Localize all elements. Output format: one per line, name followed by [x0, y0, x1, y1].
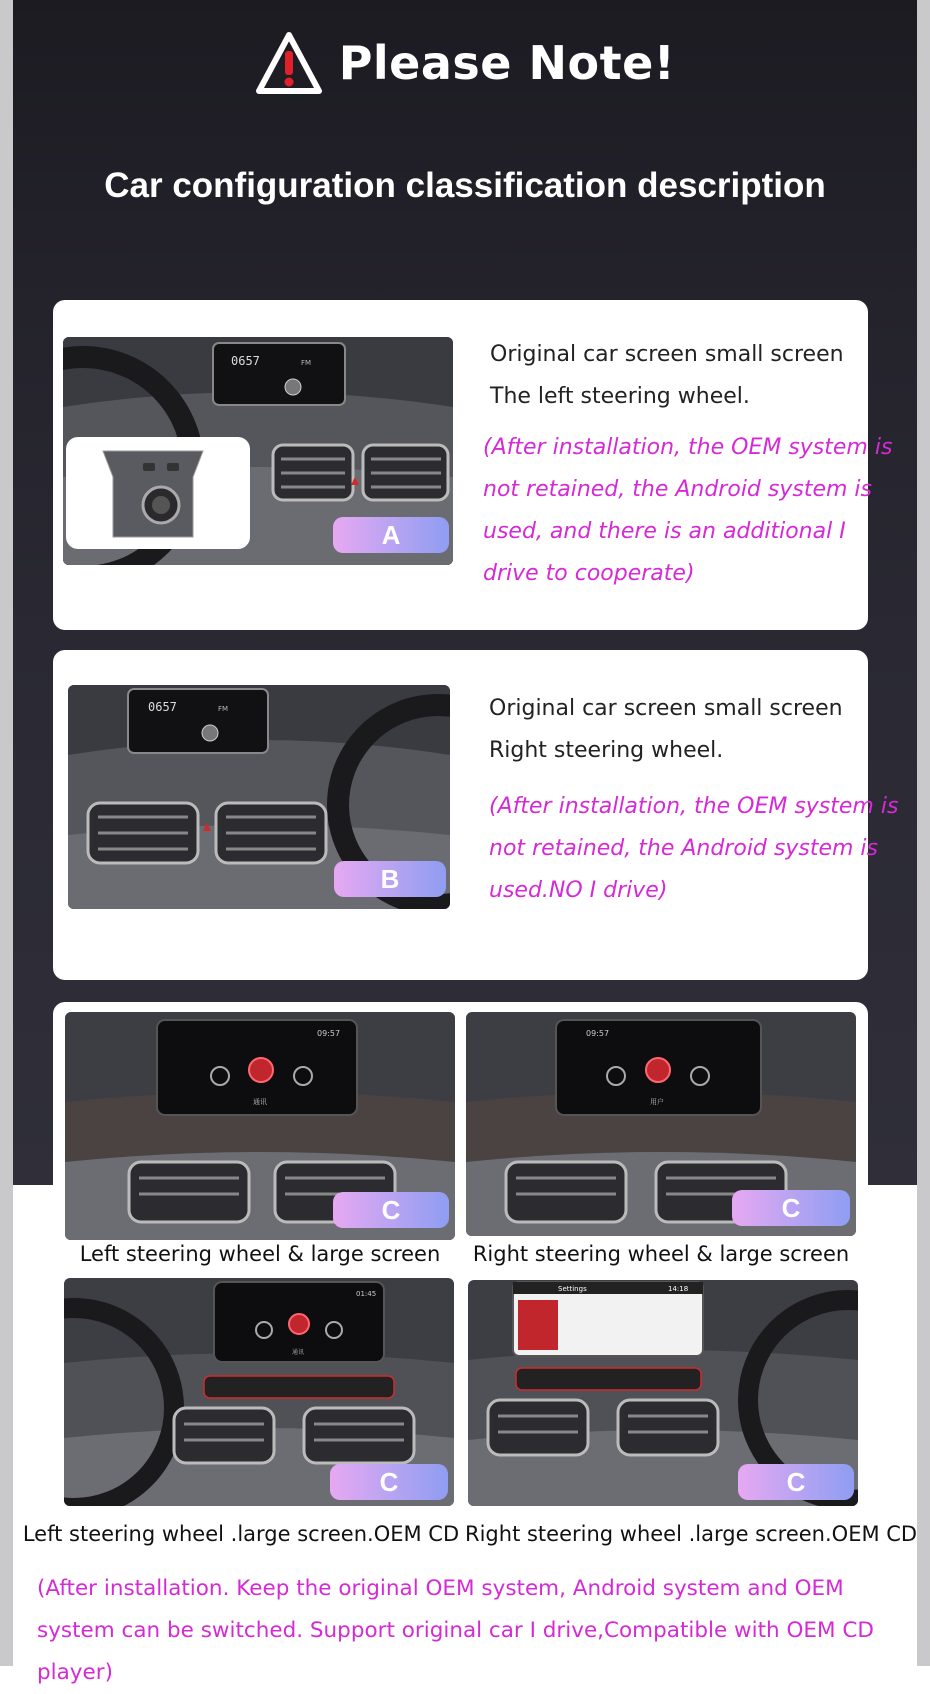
variant-c-photo-3 — [64, 1278, 454, 1506]
option-b-note-3: used.NO I drive) — [489, 878, 668, 903]
notice-title: Please Note! — [338, 36, 676, 90]
variant-c-photo-1 — [65, 1012, 455, 1240]
right-margin — [917, 0, 930, 1666]
variant-c-photo-4 — [468, 1280, 858, 1506]
option-badge-a: A — [333, 517, 449, 553]
option-card-a — [53, 300, 893, 630]
variant-c-badge-1: C — [333, 1192, 449, 1228]
screen-label: 通讯 — [292, 1349, 305, 1356]
screen-label: 通讯 — [253, 1098, 267, 1106]
screen-label: Settings — [558, 1285, 587, 1293]
screen-clock: 14:18 — [668, 1285, 689, 1293]
screen-clock: 0657 — [148, 700, 177, 714]
option-b-note-2: not retained, the Android system is — [489, 836, 878, 861]
option-b-line2: Right steering wheel. — [489, 738, 724, 763]
option-a-note-1: (After installation, the OEM system is — [483, 435, 893, 460]
screen-station: FM — [218, 705, 229, 713]
screen-station: FM — [301, 359, 312, 367]
notice-heading — [13, 28, 917, 98]
product-poster — [13, 0, 918, 1685]
option-card-b — [53, 650, 899, 980]
option-a-note-3: used, and there is an additional I — [483, 519, 846, 544]
variant-c-badge-4: C — [738, 1464, 854, 1500]
screen-clock: 0657 — [231, 354, 260, 368]
variant-c-badge-3: C — [330, 1464, 448, 1500]
screen-clock: 09:57 — [317, 1029, 341, 1038]
footer-note: (After installation. Keep the original OEM system, Android system and OEM system can be switched. Support original car I drive,Compatible with OEM CD player) — [37, 1576, 874, 1685]
option-a-note-2: not retained, the Android system is — [483, 477, 872, 502]
variant-c-caption-2: Right steering wheel & large screen — [472, 1242, 850, 1266]
variant-c-caption-4: Right steering wheel .large screen.OEM CD — [465, 1522, 918, 1546]
screen-label: 用户 — [650, 1098, 664, 1106]
warning-icon — [255, 31, 323, 95]
option-b-note-1: (After installation, the OEM system is — [489, 794, 899, 819]
variant-c-caption-3: Left steering wheel .large screen.OEM CD — [22, 1522, 460, 1546]
option-a-note-4: drive to cooperate) — [483, 561, 695, 586]
screen-clock: 01:45 — [356, 1290, 377, 1298]
variant-c-photo-2 — [466, 1012, 856, 1236]
left-margin — [0, 0, 13, 1666]
variant-c-badge-2: C — [732, 1190, 850, 1226]
variant-c-caption-1: Left steering wheel & large screen — [79, 1242, 441, 1266]
screen-clock: 09:57 — [586, 1029, 610, 1038]
option-a-line1: Original car screen small screen — [490, 342, 844, 367]
page-subtitle: Car configuration classification description — [104, 166, 826, 205]
option-a-line2: The left steering wheel. — [490, 384, 750, 409]
option-badge-b: B — [334, 861, 446, 897]
dashboard-photo-a — [63, 337, 453, 565]
dashboard-photo-b — [68, 685, 450, 909]
option-b-line1: Original car screen small screen — [489, 696, 843, 721]
